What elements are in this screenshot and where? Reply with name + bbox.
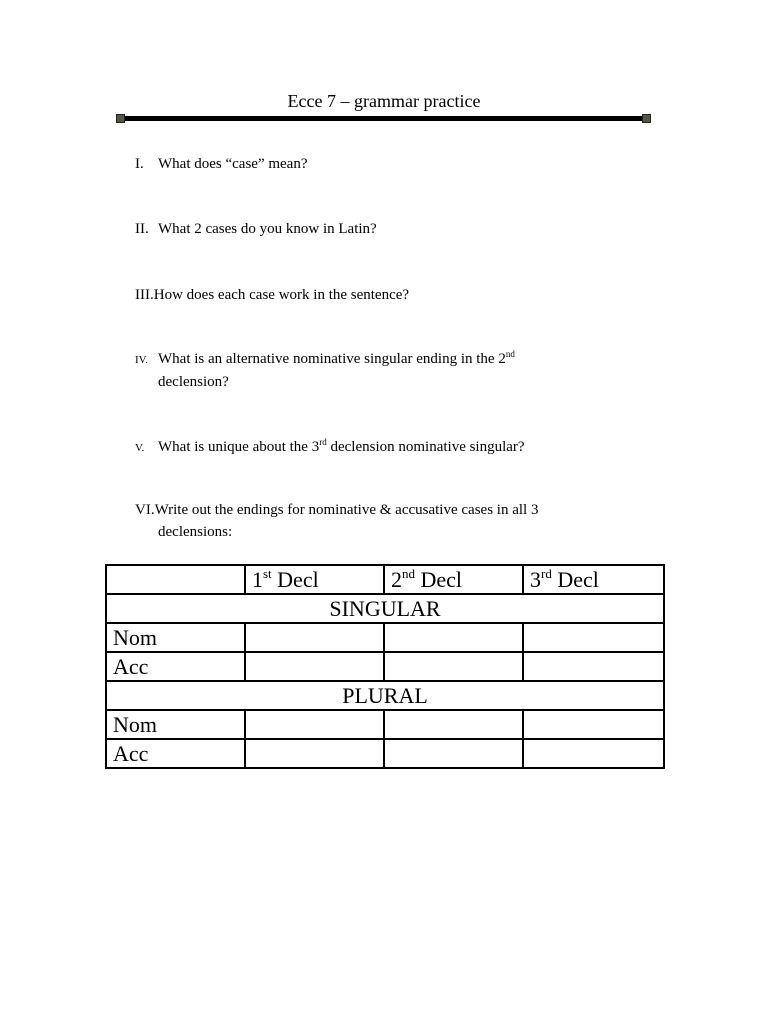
- plural-section-row: [106, 681, 664, 710]
- question-text: Write out the endings for nominative & accusative cases in all 3: [154, 502, 539, 518]
- ordinal-suffix: nd: [505, 349, 515, 359]
- question-number: VI.: [135, 502, 155, 518]
- header-blank-cell: [106, 565, 245, 594]
- question-text-continued: declensions:: [158, 524, 233, 540]
- question-number: I.: [135, 156, 144, 172]
- answer-cell[interactable]: [523, 623, 664, 652]
- question-text-continued: declension?: [158, 374, 229, 390]
- question-text: What is unique about the 3: [158, 439, 320, 455]
- table-row: [106, 652, 664, 681]
- rule-left-end: [116, 114, 125, 123]
- answer-cell[interactable]: [245, 739, 384, 768]
- table-row: [106, 739, 664, 768]
- answer-cell[interactable]: [384, 652, 523, 681]
- row-label-nom: Nom: [106, 623, 245, 652]
- title-rule: [117, 116, 651, 121]
- question-text: What does “case” mean?: [158, 156, 308, 172]
- question-3: [135, 284, 635, 306]
- question-number: II.: [135, 221, 149, 237]
- question-6: [135, 499, 635, 543]
- answer-cell[interactable]: [245, 710, 384, 739]
- rule-right-end: [642, 114, 651, 123]
- answer-cell[interactable]: [523, 739, 664, 768]
- question-2: [135, 218, 635, 240]
- plural-label: PLURAL: [106, 681, 664, 710]
- header-2nd-decl: 2nd Decl: [384, 565, 523, 594]
- question-number: V.: [135, 442, 145, 454]
- row-label-acc: Acc: [106, 739, 245, 768]
- singular-label: SINGULAR: [106, 594, 664, 623]
- question-text: What 2 cases do you know in Latin?: [158, 221, 377, 237]
- question-text: How does each case work in the sentence?: [153, 287, 410, 303]
- question-1: [135, 153, 635, 175]
- header-1st-decl: 1st Decl: [245, 565, 384, 594]
- answer-cell[interactable]: [384, 739, 523, 768]
- question-text: What is an alternative nominative singular ending in the 2: [158, 351, 506, 367]
- answer-cell[interactable]: [523, 710, 664, 739]
- answer-cell[interactable]: [245, 623, 384, 652]
- answer-cell[interactable]: [245, 652, 384, 681]
- header-3rd-decl: 3rd Decl: [523, 565, 664, 594]
- row-label-acc: Acc: [106, 652, 245, 681]
- question-5: [135, 436, 635, 459]
- question-4: [135, 348, 635, 393]
- singular-section-row: [106, 594, 664, 623]
- ordinal-suffix: rd: [319, 437, 327, 447]
- row-label-nom: Nom: [106, 710, 245, 739]
- declension-table: [105, 564, 665, 769]
- table-row: [106, 623, 664, 652]
- table-row: [106, 710, 664, 739]
- page-title: Ecce 7 – grammar practice: [287, 91, 481, 111]
- answer-cell[interactable]: [523, 652, 664, 681]
- question-number: IV.: [135, 354, 148, 366]
- question-text-continued: declension nominative singular?: [326, 439, 525, 455]
- answer-cell[interactable]: [384, 710, 523, 739]
- question-number: III.: [135, 287, 154, 303]
- answer-cell[interactable]: [384, 623, 523, 652]
- header-row: [106, 565, 664, 594]
